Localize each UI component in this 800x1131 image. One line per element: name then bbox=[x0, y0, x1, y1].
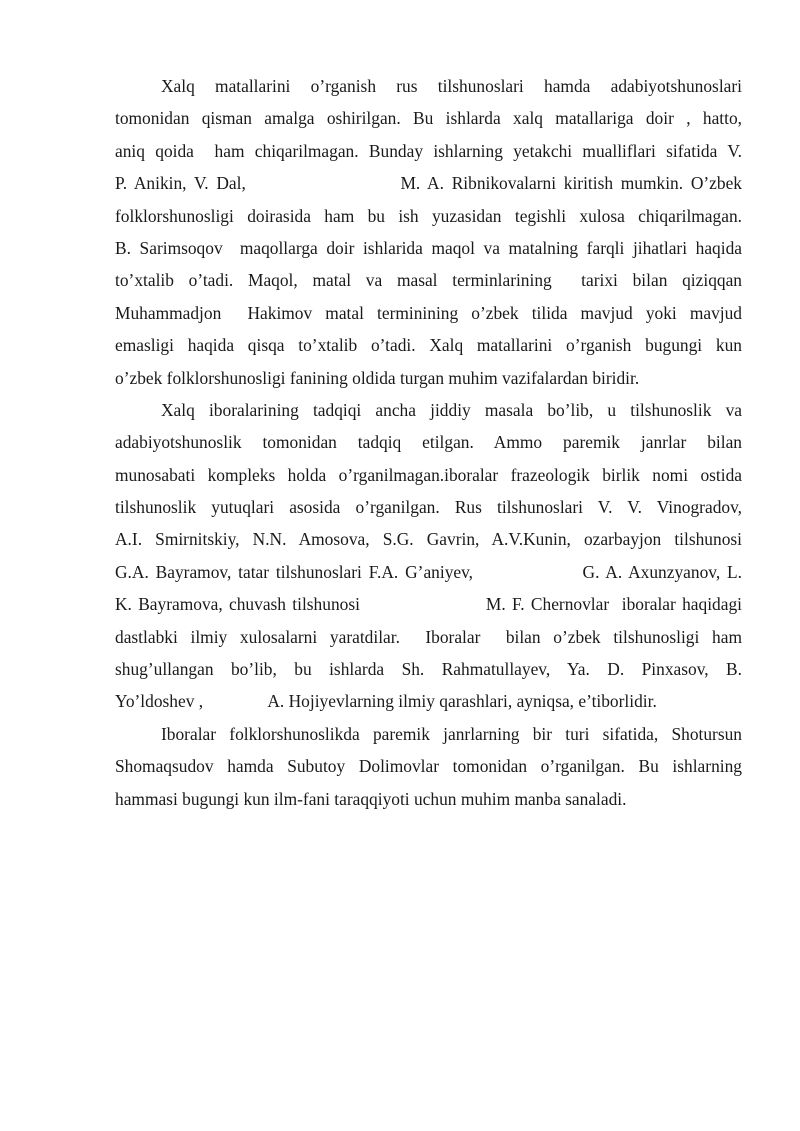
paragraph-line: adabiyotshunoslik tomonidan tadqiq etilgan. Ammo paremik janrlar bilan bbox=[115, 432, 742, 453]
paragraph-line: munosabati kompleks holda o’rganilmagan.iboralar frazeologik birlik nomi ostida bbox=[115, 464, 742, 485]
paragraph-line: emasligi haqida qisqa to’xtalib o’tadi. Xalq matallarini o’rganish bugungi kun bbox=[115, 335, 742, 356]
paragraph-line: shug’ullangan bo’lib, bu ishlarda Sh. Rahmatullayev, Ya. D. Pinxasov, B. bbox=[115, 659, 742, 680]
paragraph-line: Muhammadjon Hakimov matal terminining o’zbek tilida mavjud yoki mavjud bbox=[115, 302, 742, 323]
paragraph-line: aniq qoida ham chiqarilmagan. Bunday ishlarning yetakchi mualliflari sifatida V. bbox=[115, 140, 742, 161]
paragraph-line: dastlabki ilmiy xulosalarni yaratdilar. Iboralar bilan o’zbek tilshunosligi ham bbox=[115, 626, 742, 647]
paragraph-line: A.I. Smirnitskiy, N.N. Amosova, S.G. Gavrin, A.V.Kunin, ozarbayjon tilshunosi bbox=[115, 529, 742, 550]
paragraph-line: folklorshunosligi doirasida ham bu ish yuzasidan tegishli xulosa chiqarilmagan. bbox=[115, 205, 742, 226]
paragraph-line: tilshunoslik yutuqlari asosida o’rganilgan. Rus tilshunoslari V. V. Vinogradov, bbox=[115, 497, 742, 518]
paragraph-line: B. Sarimsoqov maqollarga doir ishlarida maqol va matalning farqli jihatlari haqida bbox=[115, 237, 742, 258]
paragraph-line: hammasi bugungi kun ilm-fani taraqqiyoti uchun muhim manba sanaladi. bbox=[115, 788, 627, 809]
paragraph-line: o’zbek folklorshunosligi fanining oldida turgan muhim vazifalardan biridir. bbox=[115, 367, 640, 388]
paragraph-2 bbox=[115, 394, 742, 718]
paragraph-line: G.A. Bayramov, tatar tilshunoslari F.A. G’aniyev, G. A. Axunzyanov, L. bbox=[115, 561, 742, 582]
paragraph-line: P. Anikin, V. Dal, M. A. Ribnikovalarni kiritish mumkin. O’zbek bbox=[115, 173, 742, 194]
document-body bbox=[115, 70, 742, 815]
paragraph-line: to’xtalib o’tadi. Maqol, matal va masal terminlarining tarixi bilan qiziqqan bbox=[115, 270, 742, 291]
paragraph-3 bbox=[115, 718, 742, 815]
paragraph-line: Iboralar folklorshunoslikda paremik janrlarning bir turi sifatida, Shotursun bbox=[161, 723, 742, 744]
paragraph-line: K. Bayramova, chuvash tilshunosi M. F. Chernovlar iboralar haqidagi bbox=[115, 594, 742, 615]
paragraph-line: Yo’ldoshev , A. Hojiyevlarning ilmiy qarashlari, ayniqsa, e’tiborlidir. bbox=[115, 691, 657, 712]
paragraph-line: tomonidan qisman amalga oshirilgan. Bu ishlarda xalq matallariga doir , hatto, bbox=[115, 108, 742, 129]
paragraph-1 bbox=[115, 70, 742, 394]
paragraph-line: Xalq matallarini o’rganish rus tilshunoslari hamda adabiyotshunoslari bbox=[161, 76, 742, 96]
paragraph-line: Shomaqsudov hamda Subutoy Dolimovlar tomonidan o’rganilgan. Bu ishlarning bbox=[115, 756, 742, 777]
paragraph-line: Xalq iboralarining tadqiqi ancha jiddiy masala bo’lib, u tilshunoslik va bbox=[161, 399, 742, 420]
